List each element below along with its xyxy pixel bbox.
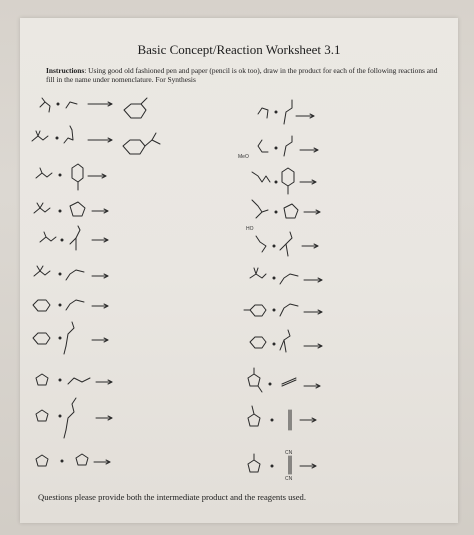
- dienophile-right-3: [282, 168, 294, 186]
- reaction-left-9: [36, 374, 112, 385]
- dienophile-left-10: [66, 398, 76, 430]
- dienophile-left-2: [64, 130, 73, 143]
- label-meo: MeO: [238, 154, 249, 160]
- product-ring-left-1: [124, 104, 146, 118]
- diene-right-4: [252, 200, 262, 218]
- dienophile-right-1: [284, 100, 292, 124]
- dienophile-right-6: [280, 274, 298, 284]
- plus-dot-left-2: [56, 137, 58, 139]
- reaction-right-7: [244, 304, 322, 316]
- product-ring-left-2: [123, 140, 145, 154]
- diene-left-1: [40, 102, 50, 112]
- reaction-right-6: [250, 268, 322, 284]
- diene-right-2: [258, 140, 268, 152]
- diene-left-6: [34, 271, 50, 276]
- dienophile-left-3: [72, 164, 83, 182]
- furan-diene-right-10: [248, 414, 260, 426]
- label-cn-top: CN: [285, 450, 293, 456]
- reaction-right-3: [252, 168, 316, 194]
- aryl-diene-right-7: [250, 305, 266, 316]
- label-ho: HO: [246, 226, 254, 232]
- reaction-right-1: [258, 100, 314, 124]
- label-cn-bottom: CN: [285, 476, 293, 482]
- worksheet-title: Basic Concept/Reaction Worksheet 3.1: [137, 42, 341, 57]
- dienophile-left-5: [70, 226, 80, 244]
- reaction-left-4: [34, 202, 108, 216]
- diene-left-5: [40, 237, 56, 242]
- instructions-text: : Using good old fashioned pen and paper (pencil is ok too), draw in the product for each of the following reactions and fill in the name under nomenclature. For Synthesis: [46, 66, 438, 84]
- dienophile-left-9: [68, 378, 90, 384]
- reaction-right-5: [256, 232, 318, 256]
- cyclopentadiene-left-10: [36, 410, 48, 421]
- diene-right-5: [256, 236, 266, 252]
- cyclopentadiene-left-9: [36, 374, 48, 385]
- reaction-right-8: [250, 330, 322, 352]
- reaction-right-2: [258, 136, 318, 156]
- cyclopentadiene-left-11: [36, 455, 48, 466]
- footer-question: Questions please provide both the intermediate product and the reagents used.: [38, 492, 306, 502]
- reaction-right-4: [252, 200, 320, 218]
- reaction-left-2: [32, 126, 160, 154]
- reaction-left-7: [33, 300, 108, 311]
- cyclohexadiene-left-7: [33, 300, 50, 311]
- cyclopentene-right-4: [284, 204, 298, 218]
- furan-diene-right-11: [248, 460, 260, 472]
- reaction-left-5: [40, 226, 108, 250]
- dienophile-left-7: [66, 300, 84, 310]
- dienophile-left-6: [66, 270, 84, 280]
- diene-right-6: [250, 274, 266, 278]
- dienophile-right-5: [280, 232, 292, 250]
- dienophile-left-1: [66, 102, 77, 108]
- reaction-right-11: [248, 454, 316, 474]
- reaction-right-10: [248, 406, 316, 430]
- cyclopentene-left-11: [76, 454, 88, 465]
- reaction-right-9: [248, 368, 320, 392]
- plus-dot-left-1: [57, 103, 59, 105]
- aryl-diene-right-8: [250, 337, 266, 348]
- reaction-left-8: [33, 322, 108, 354]
- instructions-label: Instructions: [46, 66, 85, 75]
- furan-diene-right-9: [248, 374, 260, 386]
- reaction-left-6: [34, 266, 108, 280]
- dienophile-right-2: [284, 136, 292, 156]
- reaction-left-11: [36, 454, 110, 466]
- diene-right-1: [258, 108, 268, 118]
- dienophile-right-7: [280, 304, 298, 316]
- diene-left-4: [34, 208, 50, 213]
- diene-left-2: [32, 136, 48, 141]
- diene-methyl-left-1: [42, 98, 45, 102]
- cyclopentene-left-4: [70, 202, 85, 216]
- reaction-left-1: [40, 98, 147, 118]
- cyclohexadiene-left-8: [33, 333, 50, 344]
- reaction-left-3: [36, 164, 106, 190]
- reaction-left-10: [36, 398, 112, 438]
- product-methyl-left-1: [141, 98, 147, 104]
- diene-left-3: [36, 173, 52, 178]
- diene-right-3: [252, 172, 270, 182]
- dienophile-left-8: [66, 322, 74, 346]
